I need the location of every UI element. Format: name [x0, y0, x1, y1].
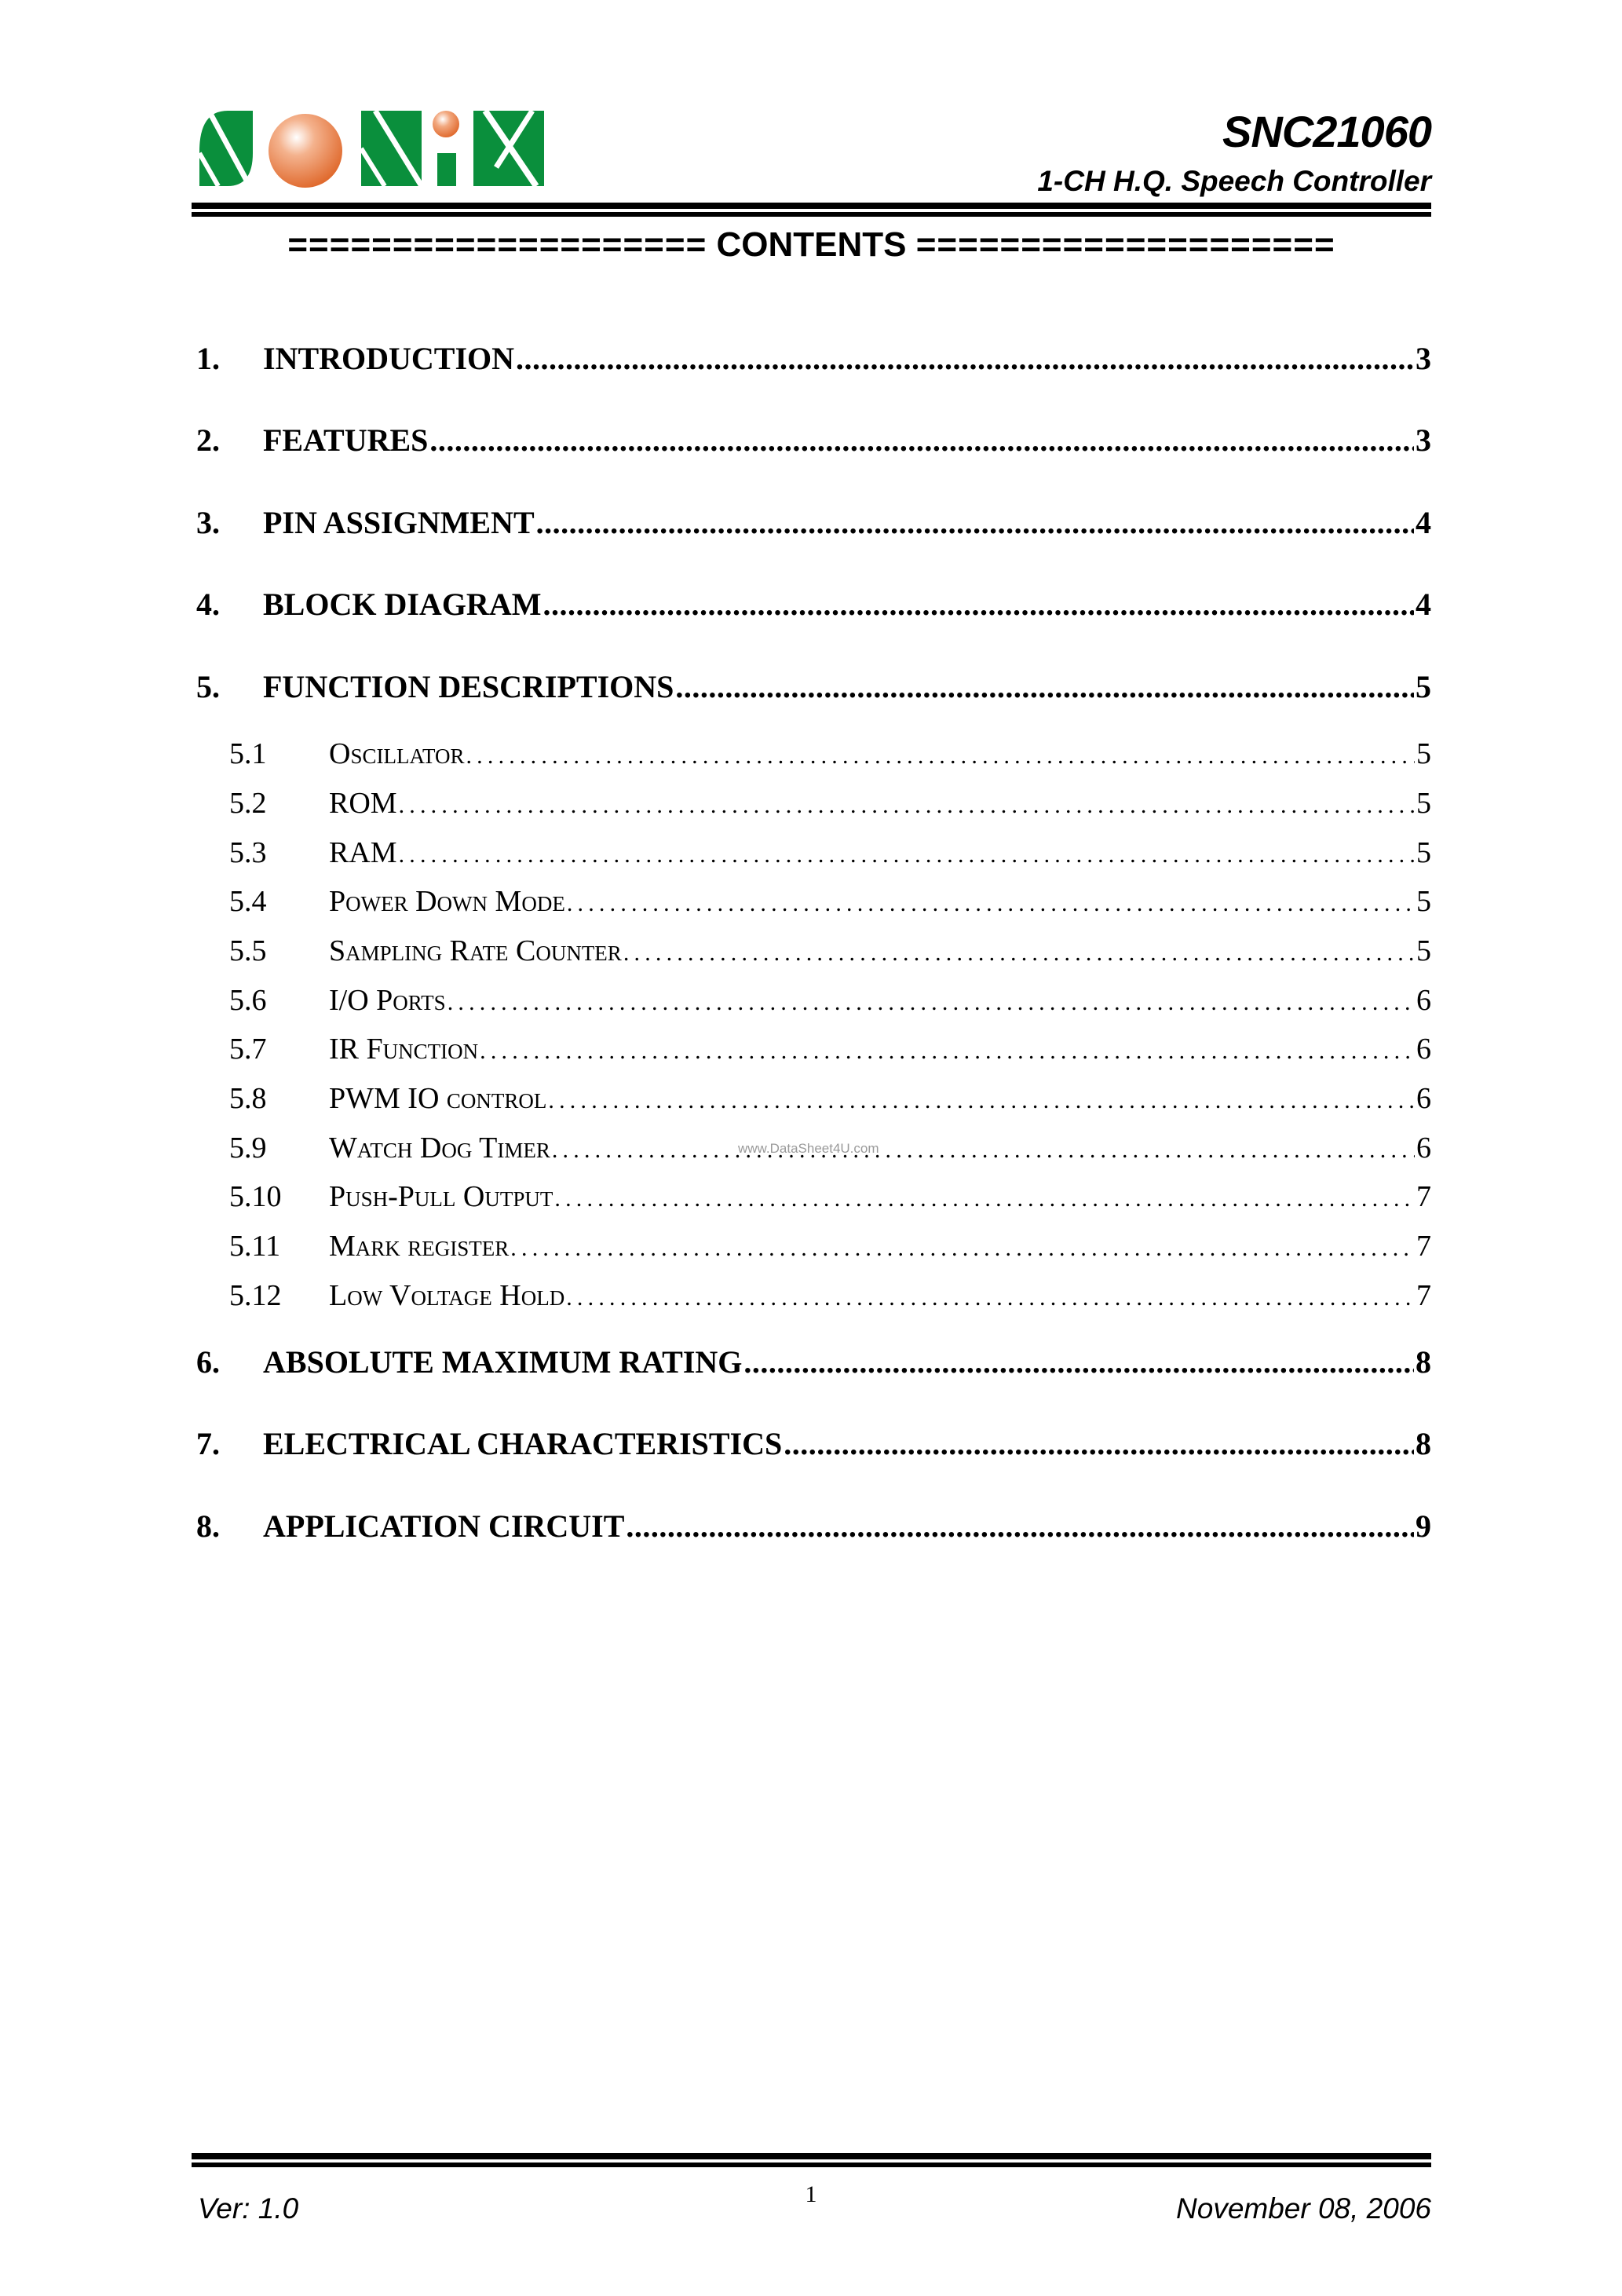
- toc-entry-label: APPLICATION CIRCUIT: [263, 1508, 625, 1544]
- toc-entry-label: Mark register: [329, 1230, 510, 1263]
- toc-subentry[interactable]: [229, 737, 1431, 771]
- toc-subentry[interactable]: [229, 934, 1431, 968]
- toc-entry-number: 5.8: [229, 1082, 267, 1115]
- toc-entry-label: BLOCK DIAGRAM: [263, 587, 542, 622]
- toc-entry-number: 5.4: [229, 885, 267, 918]
- toc-entry-label: IR Function: [329, 1033, 479, 1066]
- dot-leader: [567, 890, 1415, 917]
- toc-entry[interactable]: [196, 1508, 1431, 1545]
- toc-entry-number: 3.: [196, 505, 220, 540]
- dot-leader: [399, 792, 1415, 819]
- toc-entry-page: 5: [1416, 787, 1431, 820]
- dot-leader: [516, 340, 1414, 377]
- toc-subentry[interactable]: [229, 884, 1431, 919]
- toc-entry-page: 6: [1416, 1082, 1431, 1115]
- header-rule-bottom: [192, 212, 1431, 217]
- header-rule-top: [192, 203, 1431, 209]
- toc-entry-page: 4: [1416, 587, 1431, 622]
- dot-leader: [784, 1425, 1414, 1462]
- toc-entry-page: 5: [1416, 885, 1431, 918]
- toc-subentry[interactable]: [229, 1229, 1431, 1263]
- dot-leader: [548, 1088, 1415, 1114]
- dot-leader: [542, 586, 1414, 623]
- dot-leader: [429, 422, 1414, 459]
- toc-entry-page: 7: [1416, 1230, 1431, 1263]
- toc-entry-number: 5.1: [229, 737, 267, 770]
- toc-entry-label: Sampling Rate Counter: [329, 934, 622, 967]
- toc-entry-page: 8: [1416, 1344, 1431, 1380]
- contents-heading: [192, 225, 1431, 265]
- dot-leader: [626, 1508, 1414, 1545]
- footer-date: November 08, 2006: [1176, 2192, 1431, 2225]
- toc-entry-number: 5.2: [229, 787, 267, 820]
- toc-entry-number: 1.: [196, 341, 220, 376]
- toc-subentry[interactable]: [229, 1032, 1431, 1066]
- dot-leader: [510, 1235, 1415, 1262]
- logo-i-dot: [433, 111, 459, 137]
- toc-entry-label: Low Voltage Hold: [329, 1279, 565, 1312]
- toc-entry[interactable]: [196, 340, 1431, 378]
- toc-entry-page: 9: [1416, 1508, 1431, 1544]
- dot-leader: [552, 1137, 1415, 1164]
- toc-entry-number: 8.: [196, 1508, 220, 1544]
- toc-entry[interactable]: [196, 422, 1431, 459]
- logo-letter-s: [199, 111, 253, 186]
- toc-entry-label: FUNCTION DESCRIPTIONS: [263, 669, 674, 704]
- document-title: SNC21060: [1222, 107, 1431, 156]
- toc-entry-number: 4.: [196, 587, 220, 622]
- toc-subentry[interactable]: [229, 1081, 1431, 1116]
- toc-entry[interactable]: [196, 504, 1431, 542]
- toc-subentry[interactable]: [229, 786, 1431, 821]
- dot-leader: [466, 743, 1415, 770]
- dot-leader: [566, 1285, 1415, 1311]
- footer-rule-top: [192, 2153, 1431, 2159]
- footer-rule-bottom: [192, 2163, 1431, 2167]
- toc-entry-page: 5: [1416, 836, 1431, 869]
- dot-leader: [623, 940, 1415, 967]
- toc-entry-page: 3: [1416, 422, 1431, 458]
- toc-entry-label: ROM: [329, 787, 397, 820]
- logo-letter-x: [473, 111, 544, 186]
- toc-entry-number: 5.11: [229, 1230, 281, 1263]
- toc-entry-page: 8: [1416, 1426, 1431, 1461]
- toc-entry[interactable]: [196, 668, 1431, 706]
- toc-entry-label: PIN ASSIGNMENT: [263, 505, 535, 540]
- toc-entry-page: 7: [1416, 1180, 1431, 1213]
- sonix-logo: [196, 104, 593, 192]
- heading-rule-right: ====================: [915, 225, 1335, 264]
- toc-entry[interactable]: [196, 1344, 1431, 1381]
- logo-letter-i: [437, 153, 456, 186]
- toc-entry-label: ABSOLUTE MAXIMUM RATING: [263, 1344, 743, 1380]
- toc-entry-number: 5.5: [229, 934, 267, 967]
- logo-ball: [269, 114, 342, 188]
- toc-entry[interactable]: [196, 1425, 1431, 1463]
- heading-rule-left: ====================: [287, 225, 707, 264]
- toc-entry-page: 6: [1416, 1033, 1431, 1066]
- footer-page-number: 1: [805, 2181, 817, 2207]
- dot-leader: [675, 668, 1414, 705]
- toc-subentry[interactable]: [229, 983, 1431, 1018]
- contents-title: CONTENTS: [716, 225, 907, 264]
- dot-leader: [480, 1038, 1415, 1065]
- toc-entry-number: 5.: [196, 669, 220, 704]
- toc-entry[interactable]: [196, 586, 1431, 623]
- toc-entry-page: 4: [1416, 505, 1431, 540]
- logo-letter-n: [361, 111, 422, 186]
- toc-entry-number: 2.: [196, 422, 220, 458]
- dot-leader: [554, 1186, 1415, 1212]
- toc-entry-label: PWM IO control: [329, 1082, 547, 1115]
- toc-entry-page: 6: [1416, 984, 1431, 1017]
- toc-entry-label: ELECTRICAL CHARACTERISTICS: [263, 1426, 783, 1461]
- toc-subentry[interactable]: [229, 1278, 1431, 1313]
- toc-entry-page: 3: [1416, 341, 1431, 376]
- toc-entry-number: 5.3: [229, 836, 267, 869]
- toc-entry-number: 5.10: [229, 1180, 282, 1213]
- toc-entry-page: 6: [1416, 1132, 1431, 1164]
- toc-entry-number: 5.9: [229, 1132, 267, 1164]
- toc-entry-page: 5: [1416, 737, 1431, 770]
- toc-entry-label: I/O Ports: [329, 984, 446, 1017]
- toc-entry-number: 7.: [196, 1426, 220, 1461]
- toc-entry-label: Power Down Mode: [329, 885, 565, 918]
- toc-entry-number: 5.12: [229, 1279, 282, 1312]
- toc-subentry[interactable]: [229, 1179, 1431, 1214]
- toc-entry-page: 5: [1416, 669, 1431, 704]
- dot-leader: [448, 989, 1415, 1016]
- toc-entry-page: 7: [1416, 1279, 1431, 1312]
- toc-entry-label: FEATURES: [263, 422, 429, 458]
- toc-entry-label: Push-Pull Output: [329, 1180, 553, 1213]
- watermark: www.DataSheet4U.com: [738, 1141, 879, 1156]
- toc-entry-number: 6.: [196, 1344, 220, 1380]
- toc-entry-page: 5: [1416, 934, 1431, 967]
- toc-entry-label: Watch Dog Timer: [329, 1132, 550, 1164]
- document-subtitle: 1-CH H.Q. Speech Controller: [1037, 165, 1431, 197]
- footer-version: Ver: 1.0: [198, 2192, 299, 2225]
- toc-entry-number: 5.7: [229, 1033, 267, 1066]
- toc-subentry[interactable]: [229, 835, 1431, 870]
- dot-leader: [536, 504, 1414, 541]
- toc-entry-label: INTRODUCTION: [263, 341, 515, 376]
- toc-entry-number: 5.6: [229, 984, 267, 1017]
- dot-leader: [743, 1344, 1414, 1380]
- toc-entry-label: Oscillator: [329, 737, 465, 770]
- toc-entry-label: RAM: [329, 836, 397, 869]
- dot-leader: [399, 842, 1415, 868]
